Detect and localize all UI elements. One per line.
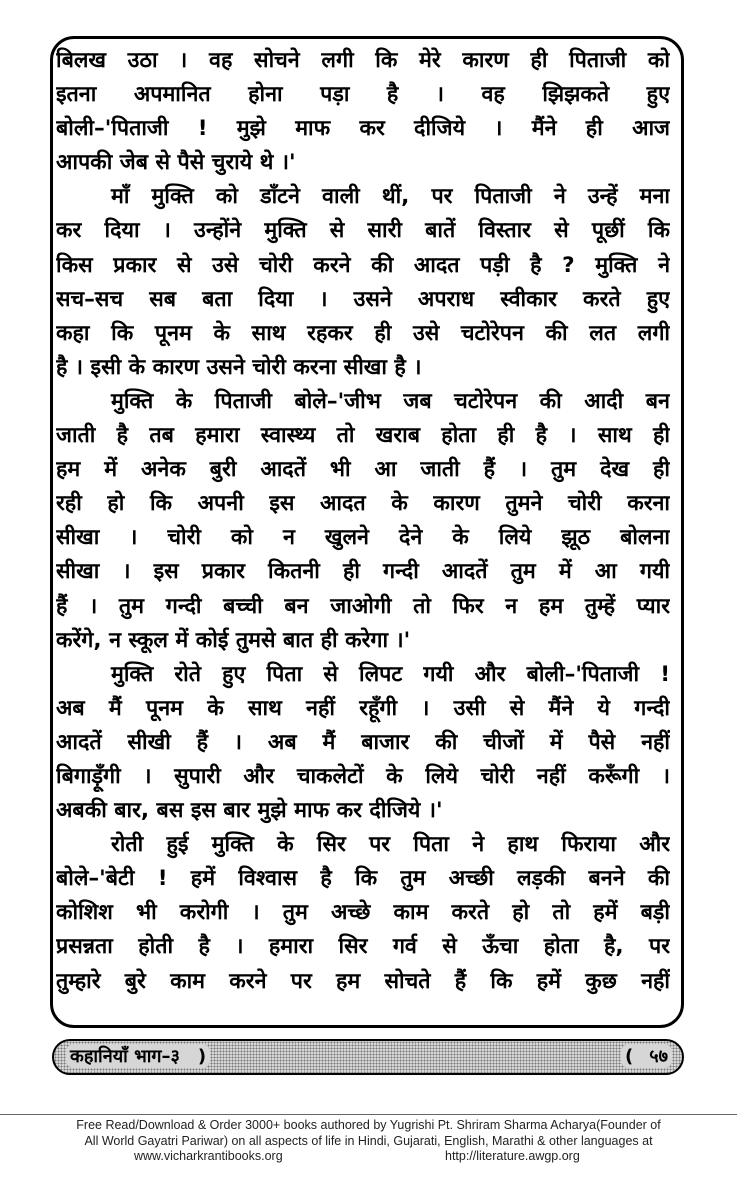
page-number-open-paren: ( [625, 1046, 634, 1067]
text-line: बोली–'पिताजी ! मुझे माफ कर दीजिये । मैंने ही आज [56, 116, 670, 142]
text-line: माँ मुक्ति को डाँटने वाली थीं, पर पिताजी ने उन्हें मना [111, 184, 670, 210]
text-line: करेंगे, न स्कूल में कोई तुमसे बात ही करेगा ।' [56, 627, 411, 653]
text-line: आपकी जेब से पैसे चुराये थे ।' [56, 150, 296, 176]
story-text [56, 44, 670, 999]
page-number: ५७ [649, 1046, 668, 1067]
text-line: सीखा । चोरी को न खुलने देने के लिये झूठ बोलना [56, 525, 670, 551]
text-line: है । इसी के कारण उसने चोरी करना सीखा है । [56, 354, 422, 380]
notice-line-2: All World Gayatri Pariwar) on all aspects of life in Hindi, Gujarati, English, Marathi & other languages at [84, 1134, 653, 1148]
book-title-text: कहानियाँ भाग–३ [70, 1046, 180, 1067]
text-line: इतना अपमानित होना पड़ा है । वह झिझकते हुए [56, 82, 670, 108]
text-line: मुक्ति रोते हुए पिता से लिपट गयी और बोली–'पिताजी ! [111, 661, 670, 687]
text-line: सच–सच सब बता दिया । उसने अपराध स्वीकार करते हुए [56, 286, 670, 312]
text-line: कोशिश भी करोगी । तुम अच्छे काम करते हो तो हमें बड़ी [56, 900, 670, 926]
download-notice [0, 1117, 737, 1149]
text-line: किस प्रकार से उसे चोरी करने की आदत पड़ी है ? मुक्ति ने [56, 252, 670, 278]
text-line: मुक्ति के पिताजी बोले–'जीभ जब चटोरेपन की आदी बन [111, 388, 670, 414]
notice-divider [0, 1114, 737, 1115]
text-line: सीखा । इस प्रकार कितनी ही गन्दी आदतें तुम में आ गयी [56, 559, 670, 585]
book-title-label [66, 1044, 210, 1068]
page-number-label [621, 1044, 672, 1068]
text-line: अबकी बार, बस इस बार मुझे माफ कर दीजिये ।' [56, 798, 443, 824]
awgp-literature-link[interactable]: http://literature.awgp.org [445, 1149, 580, 1163]
text-line: बिलख उठा । वह सोचने लगी कि मेरे कारण ही पिताजी को [56, 48, 670, 73]
text-line: हैं । तुम गन्दी बच्ची बन जाओगी तो फिर न हम तुम्हें प्यार [56, 593, 670, 619]
text-line: आदतें सीखी हैं । अब मैं बाजार की चीजों में पैसे नहीं [56, 729, 670, 755]
book-title-close-paren: ) [197, 1046, 207, 1067]
text-line: अब मैं पूनम के साथ नहीं रहूँगी । उसी से मैंने ये गन्दी [56, 695, 670, 721]
vicharkranti-link[interactable]: www.vicharkrantibooks.org [134, 1149, 283, 1163]
text-line: हम में अनेक बुरी आदतें भी आ जाती हैं । तुम देख ही [56, 457, 670, 483]
footer-bar [52, 1039, 684, 1075]
text-line: प्रसन्नता होती है । हमारा सिर गर्व से ऊँचा होता है, पर [56, 934, 670, 960]
text-line: जाती है तब हमारा स्वास्थ्य तो खराब होता ही है । साथ ही [56, 423, 670, 449]
notice-line-1: Free Read/Download & Order 3000+ books authored by Yugrishi Pt. Shriram Sharma Acharya(Founder of [76, 1118, 661, 1132]
text-line: कर दिया । उन्होंने मुक्ति से सारी बातें विस्तार से पूछीं कि [56, 218, 670, 244]
text-line: रही हो कि अपनी इस आदत के कारण तुमने चोरी करना [56, 491, 670, 517]
text-line: रोती हुई मुक्ति के सिर पर पिता ने हाथ फिराया और [111, 832, 670, 858]
text-line: कहा कि पूनम के साथ रहकर ही उसे चटोरेपन की लत लगी [56, 320, 670, 346]
text-line: बिगाड़ूँगी । सुपारी और चाकलेटों के लिये चोरी नहीं करूँगी । [56, 763, 670, 789]
text-line: तुम्हारे बुरे काम करने पर हम सोचते हैं कि हमें कुछ नहीं [56, 968, 670, 994]
text-line: बोले–'बेटी ! हमें विश्वास है कि तुम अच्छी लड़की बनने की [56, 866, 670, 892]
